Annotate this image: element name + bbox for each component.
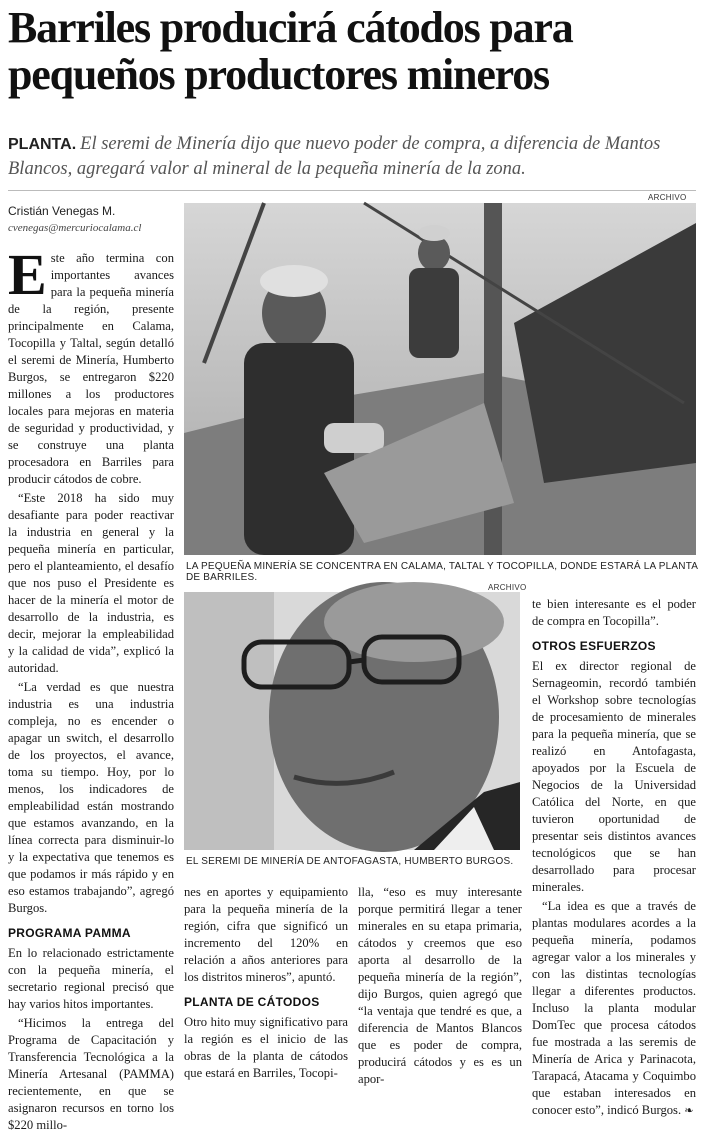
section-heading: OTROS ESFUERZOS	[532, 639, 656, 653]
paragraph	[8, 242, 174, 488]
subhead-text: El seremi de Minería dijo que nuevo poder de compra, a diferencia de Mantos Blancos, agregará valor al mineral de la pequeña minería de la zona.	[8, 134, 661, 179]
dropcap: E	[8, 242, 47, 307]
paragraph-text: “La idea es que a través de plantas modulares acordes a la pequeña minería, podamos agregar valor a los minerales y con las distintas tecnologías llegar a diferentes productos. Incluso la planta modular DomTec que procesa cátodos fue mostrada a las seremis de Minería de Arica y Parinacota, Tarapacá, Atacama y Coquimbo que estaban interesados en conocer esto”, indicó Burgos.	[532, 899, 696, 1117]
paragraph	[532, 898, 696, 1119]
divider	[8, 190, 696, 191]
paragraph: Otro hito muy significativo para la región es el inicio de las obras de la planta de cátodos que estará en Barriles, Tocopi-	[184, 1015, 348, 1080]
article-column-2	[184, 884, 348, 1088]
photo-credit: ARCHIVO	[648, 193, 687, 202]
paragraph: lla, “eso es muy interesante porque permitirá llegar a tener minerales en su etapa primaria, cátodos y creemos que eso aporta al desarrollo de la pequeña minería de la región”, dijo Burgos, quien agregó que “la ventaja que tendré es que, a diferencia de Mantos Blancos que es poder de compra, producirá cátodos y es es un apor-	[358, 885, 522, 1086]
section-heading: PLANTA DE CÁTODOS	[184, 995, 320, 1009]
subhead	[8, 132, 698, 181]
author-email[interactable]: cvenegas@mercuriocalama.cl	[8, 222, 142, 234]
miners-photo-illustration	[184, 203, 696, 555]
section-heading: PROGRAMA PAMMA	[8, 926, 131, 940]
portrait-photo	[184, 592, 520, 850]
portrait-photo-illustration	[184, 592, 520, 850]
headline: Barriles producirá cátodos para pequeños productores mineros	[8, 3, 573, 99]
article-column-3	[358, 884, 522, 1088]
miners-photo	[184, 203, 696, 555]
paragraph: “Este 2018 ha sido muy desafiante para poder reactivar la industria en general y la pequeña minería en particular, pero el planteamiento, el desafío que nos puso el Presidente es hacer de la minería el motor de desarrollo de la industria, es decir, mejorar la empleabilidad y la calidad de vida”, explicó la autoridad.	[8, 491, 174, 675]
paragraph: El ex director regional de Sernageomin, recordó también el Workshop sobre tecnologías de procesamiento de minerales para la pequeña minería, que se realizó en Antofagasta, apoyados por la Escuela de Negocios de la Universidad Católica del Norte, en que tuvieron oportunidad de presentar seis distintos avances tecnológicos que se han desarrollado para procesar minerales.	[532, 659, 696, 894]
article-column-4	[532, 596, 696, 1117]
end-mark-icon: ❧	[684, 1104, 694, 1117]
paragraph: En lo relacionado estrictamente con la pequeña minería, el secretario regional precisó que hay varios hitos importantes.	[8, 946, 174, 1011]
paragraph: “Hicimos la entrega del Programa de Capacitación y Transferencia Tecnológica a la Minería Artesanal (PAMMA) recientemente, en que se asignaron recursos en torno los $220 millo-	[8, 1016, 174, 1132]
author-name: Cristián Venegas M.	[8, 204, 116, 218]
photo-credit: ARCHIVO	[488, 583, 527, 592]
photo-caption: LA PEQUEÑA MINERÍA SE CONCENTRA EN CALAMA, TALTAL Y TOCOPILLA, DONDE ESTARÁ LA PLANTA DE BARRILES.	[186, 561, 698, 583]
paragraph: “La verdad es que nuestra industria es una industria compleja, no es encender o apagar un switch, el desarrollo de los proyectos, el avance, toma su tiempo. Hoy, por lo menos, los indicadores de empleabilidad están mostrando que estamos avanzando, en la línea correcta para disminuir-lo y la expectativa que tenemos es que podamos ir más rápido y en eso estamos trabajando”, agregó Burgos.	[8, 680, 174, 915]
article-column-1	[8, 242, 174, 1132]
paragraph-text: ste año termina con importantes avances para la pequeña minería de la región, presente principalmente en Calama, Tocopilla y Taltal, según detalló el seremi de Minería, Humberto Burgos, se entregaron $220 millones a los productores locales para mejoras en materia de seguridad y productividad, y se construye una planta procesadora en Barriles para producir cátodos de cobre.	[8, 251, 174, 486]
photo-caption: EL SEREMI DE MINERÍA DE ANTOFAGASTA, HUMBERTO BURGOS.	[186, 856, 514, 867]
paragraph: nes en aportes y equipamiento para la pequeña minería de la región, cifra que significó un incremento del 120% en relación a años anteriores para los distritos mineros”, apuntó.	[184, 885, 348, 984]
paragraph: te bien interesante es el poder de compra en Tocopilla”.	[532, 597, 696, 628]
kicker: PLANTA.	[8, 136, 77, 153]
